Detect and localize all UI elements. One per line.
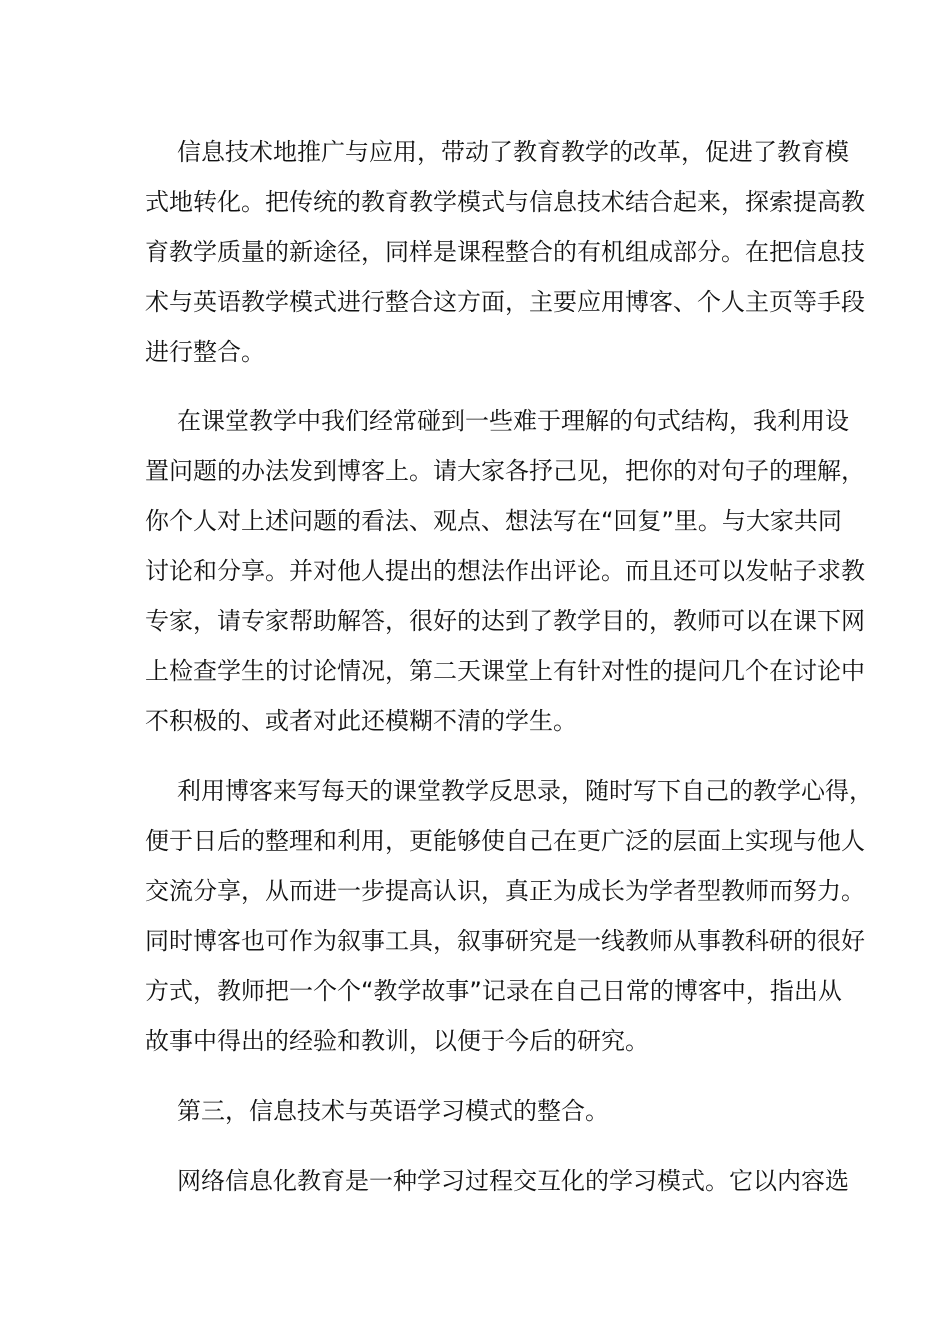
paragraph-3-line-1: 利用博客来写每天的课堂教学反思录，随时写下自己的教学心得， [177, 777, 873, 805]
paragraph-3-line-4: 同时博客也可作为叙事工具，叙事研究是一线教师从事教科研的很好 [145, 927, 865, 955]
paragraph-3-line-3: 交流分享，从而进一步提高认识，真正为成长为学者型教师而努力。 [145, 877, 865, 905]
paragraph-2-line-5: 专家，请专家帮助解答，很好的达到了教学目的，教师可以在课下网 [145, 607, 865, 635]
paragraph-3-line-5: 方式，教师把一个个“教学故事”记录在自己日常的博客中，指出从 [145, 977, 842, 1005]
paragraph-2-line-1: 在课堂教学中我们经常碰到一些难于理解的句式结构，我利用设 [177, 407, 849, 435]
paragraph-1-line-2: 式地转化。把传统的教育教学模式与信息技术结合起来，探索提高教 [145, 188, 865, 216]
paragraph-2-line-6: 上检查学生的讨论情况，第二天课堂上有针对性的提问几个在讨论中 [145, 657, 865, 685]
paragraph-2-line-4: 讨论和分享。并对他人提出的想法作出评论。而且还可以发帖子求教 [145, 557, 865, 585]
paragraph-2-line-3: 你个人对上述问题的看法、观点、想法写在“回复”里。与大家共同 [145, 507, 842, 535]
paragraph-3-line-6: 故事中得出的经验和教训，以便于今后的研究。 [145, 1027, 649, 1055]
paragraph-5-line-1: 网络信息化教育是一种学习过程交互化的学习模式。它以内容选 [177, 1167, 849, 1195]
paragraph-3-line-2: 便于日后的整理和利用，更能够使自己在更广泛的层面上实现与他人 [145, 827, 865, 855]
paragraph-1-line-4: 术与英语教学模式进行整合这方面，主要应用博客、个人主页等手段 [145, 288, 865, 316]
paragraph-1-line-3: 育教学质量的新途径，同样是课程整合的有机组成部分。在把信息技 [145, 238, 865, 266]
paragraph-1-line-1: 信息技术地推广与应用，带动了教育教学的改革，促进了教育模 [177, 138, 849, 166]
paragraph-2-line-2: 置问题的办法发到博客上。请大家各抒己见，把你的对句子的理解， [145, 457, 865, 485]
paragraph-1-line-5: 进行整合。 [145, 338, 265, 366]
paragraph-2-line-7: 不积极的、或者对此还模糊不清的学生。 [145, 707, 577, 735]
paragraph-4-line-1: 第三，信息技术与英语学习模式的整合。 [177, 1097, 609, 1125]
